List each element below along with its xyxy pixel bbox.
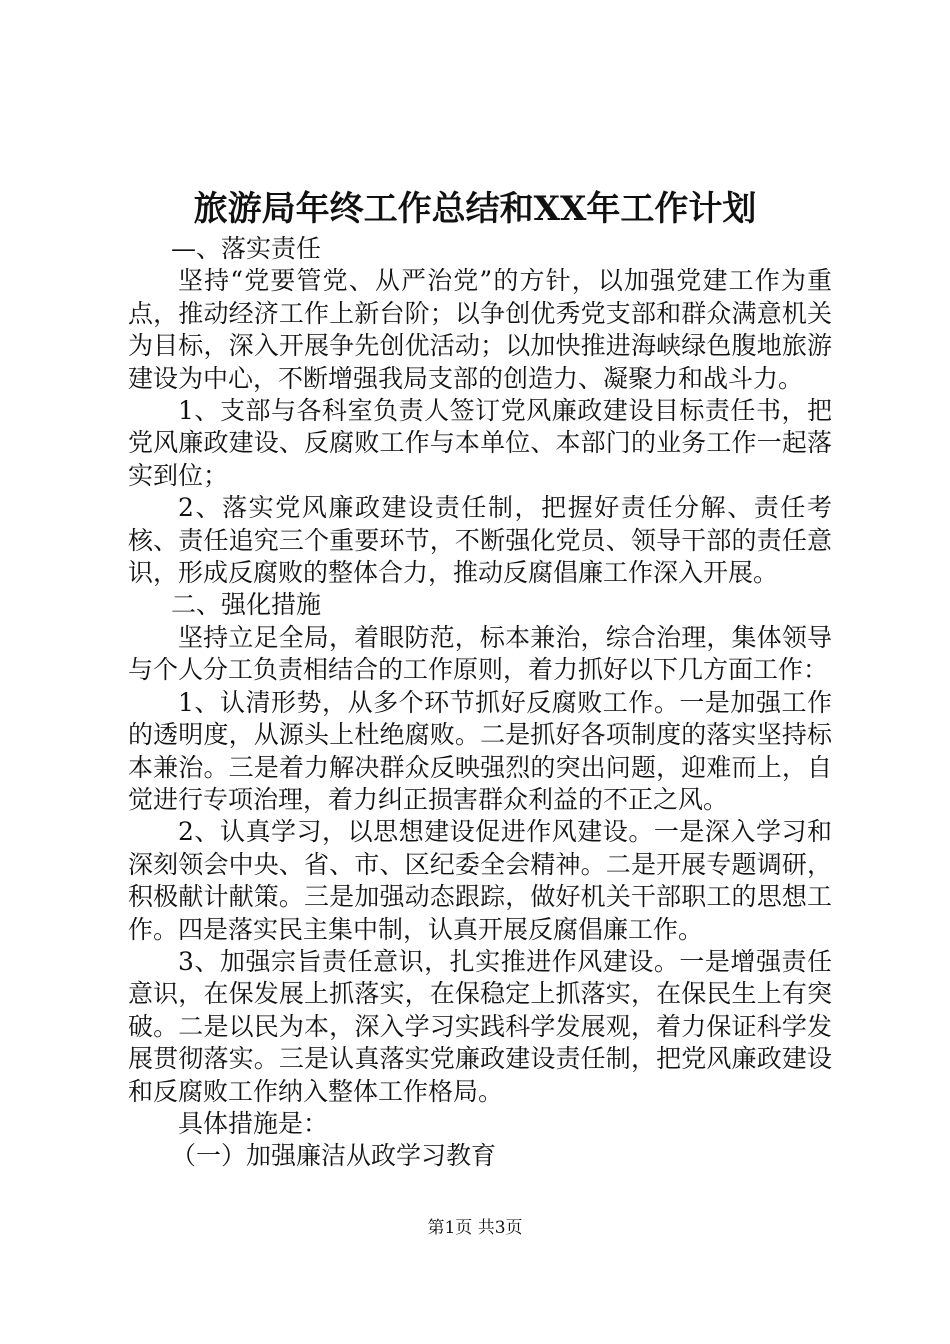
measures-item1: （一）加强廉洁从政学习教育 — [171, 1141, 497, 1171]
measures-label: 具体措施是： — [178, 1108, 329, 1138]
section1-item2: 2、落实党风廉政建设责任制，把握好责任分解、责任考核、责任追究三个重要环节，不断强化党员、领导干部的责任意识，形成反腐败的整体合力，推动反腐倡廉工作深入开展。 — [128, 493, 832, 588]
section1-intro: 坚持“党要管党、从严治党”的方针，以加强党建工作为重点，推动经济工作上新台阶；以争创优秀党支部和群众满意机关为目标，深入开展争先创优活动；以加快推进海峡绿色腹地旅游建设为中心，不断增强我局支部的创造力、凝聚力和战斗力。 — [128, 266, 832, 393]
section1-heading: —、落实责任 — [171, 234, 322, 263]
section2-heading: 二、强化措施 — [171, 590, 322, 620]
section2-intro: 坚持立足全局，着眼防范，标本兼治，综合治理，集体领导与个人分工负责相结合的工作原则，着力抓好以下几方面工作： — [128, 622, 832, 685]
section2-item1: 1、认清形势，从多个环节抓好反腐败工作。一是加强工作的透明度，从源头上杜绝腐败。二是抓好各项制度的落实坚持标本兼治。三是着力解决群众反映强烈的突出问题，迎难而上，自觉进行专项治理，着力纠正损害群众利益的不正之风。 — [128, 687, 832, 814]
document-body — [128, 233, 832, 1173]
section1-item1: 1、支部与各科室负责人签订党风廉政建设目标责任书，把党风廉政建设、反腐败工作与本单位、本部门的业务工作一起落实到位； — [128, 396, 832, 490]
section2-item3: 3、加强宗旨责任意识，扎实推进作风建设。一是增强责任意识，在保发展上抓落实，在保稳定上抓落实，在保民生上有突破。二是以民为本，深入学习实践科学发展观，着力保证科学发展贯彻落实。三是认真落实党廉政建设责任制，把党风廉政建设和反腐败工作纳入整体工作格局。 — [128, 946, 832, 1106]
document-title: 旅游局年终工作总结和XX年工作计划 — [193, 189, 757, 229]
page-footer: 第1页 共3页 — [427, 1218, 523, 1238]
section2-item2: 2、认真学习，以思想建设促进作风建设。一是深入学习和深刻领会中央、省、市、区纪委全会精神。二是开展专题调研，积极献计献策。三是加强动态跟踪，做好机关干部职工的思想工作。四是落实民主集中制，认真开展反腐倡廉工作。 — [128, 817, 832, 944]
